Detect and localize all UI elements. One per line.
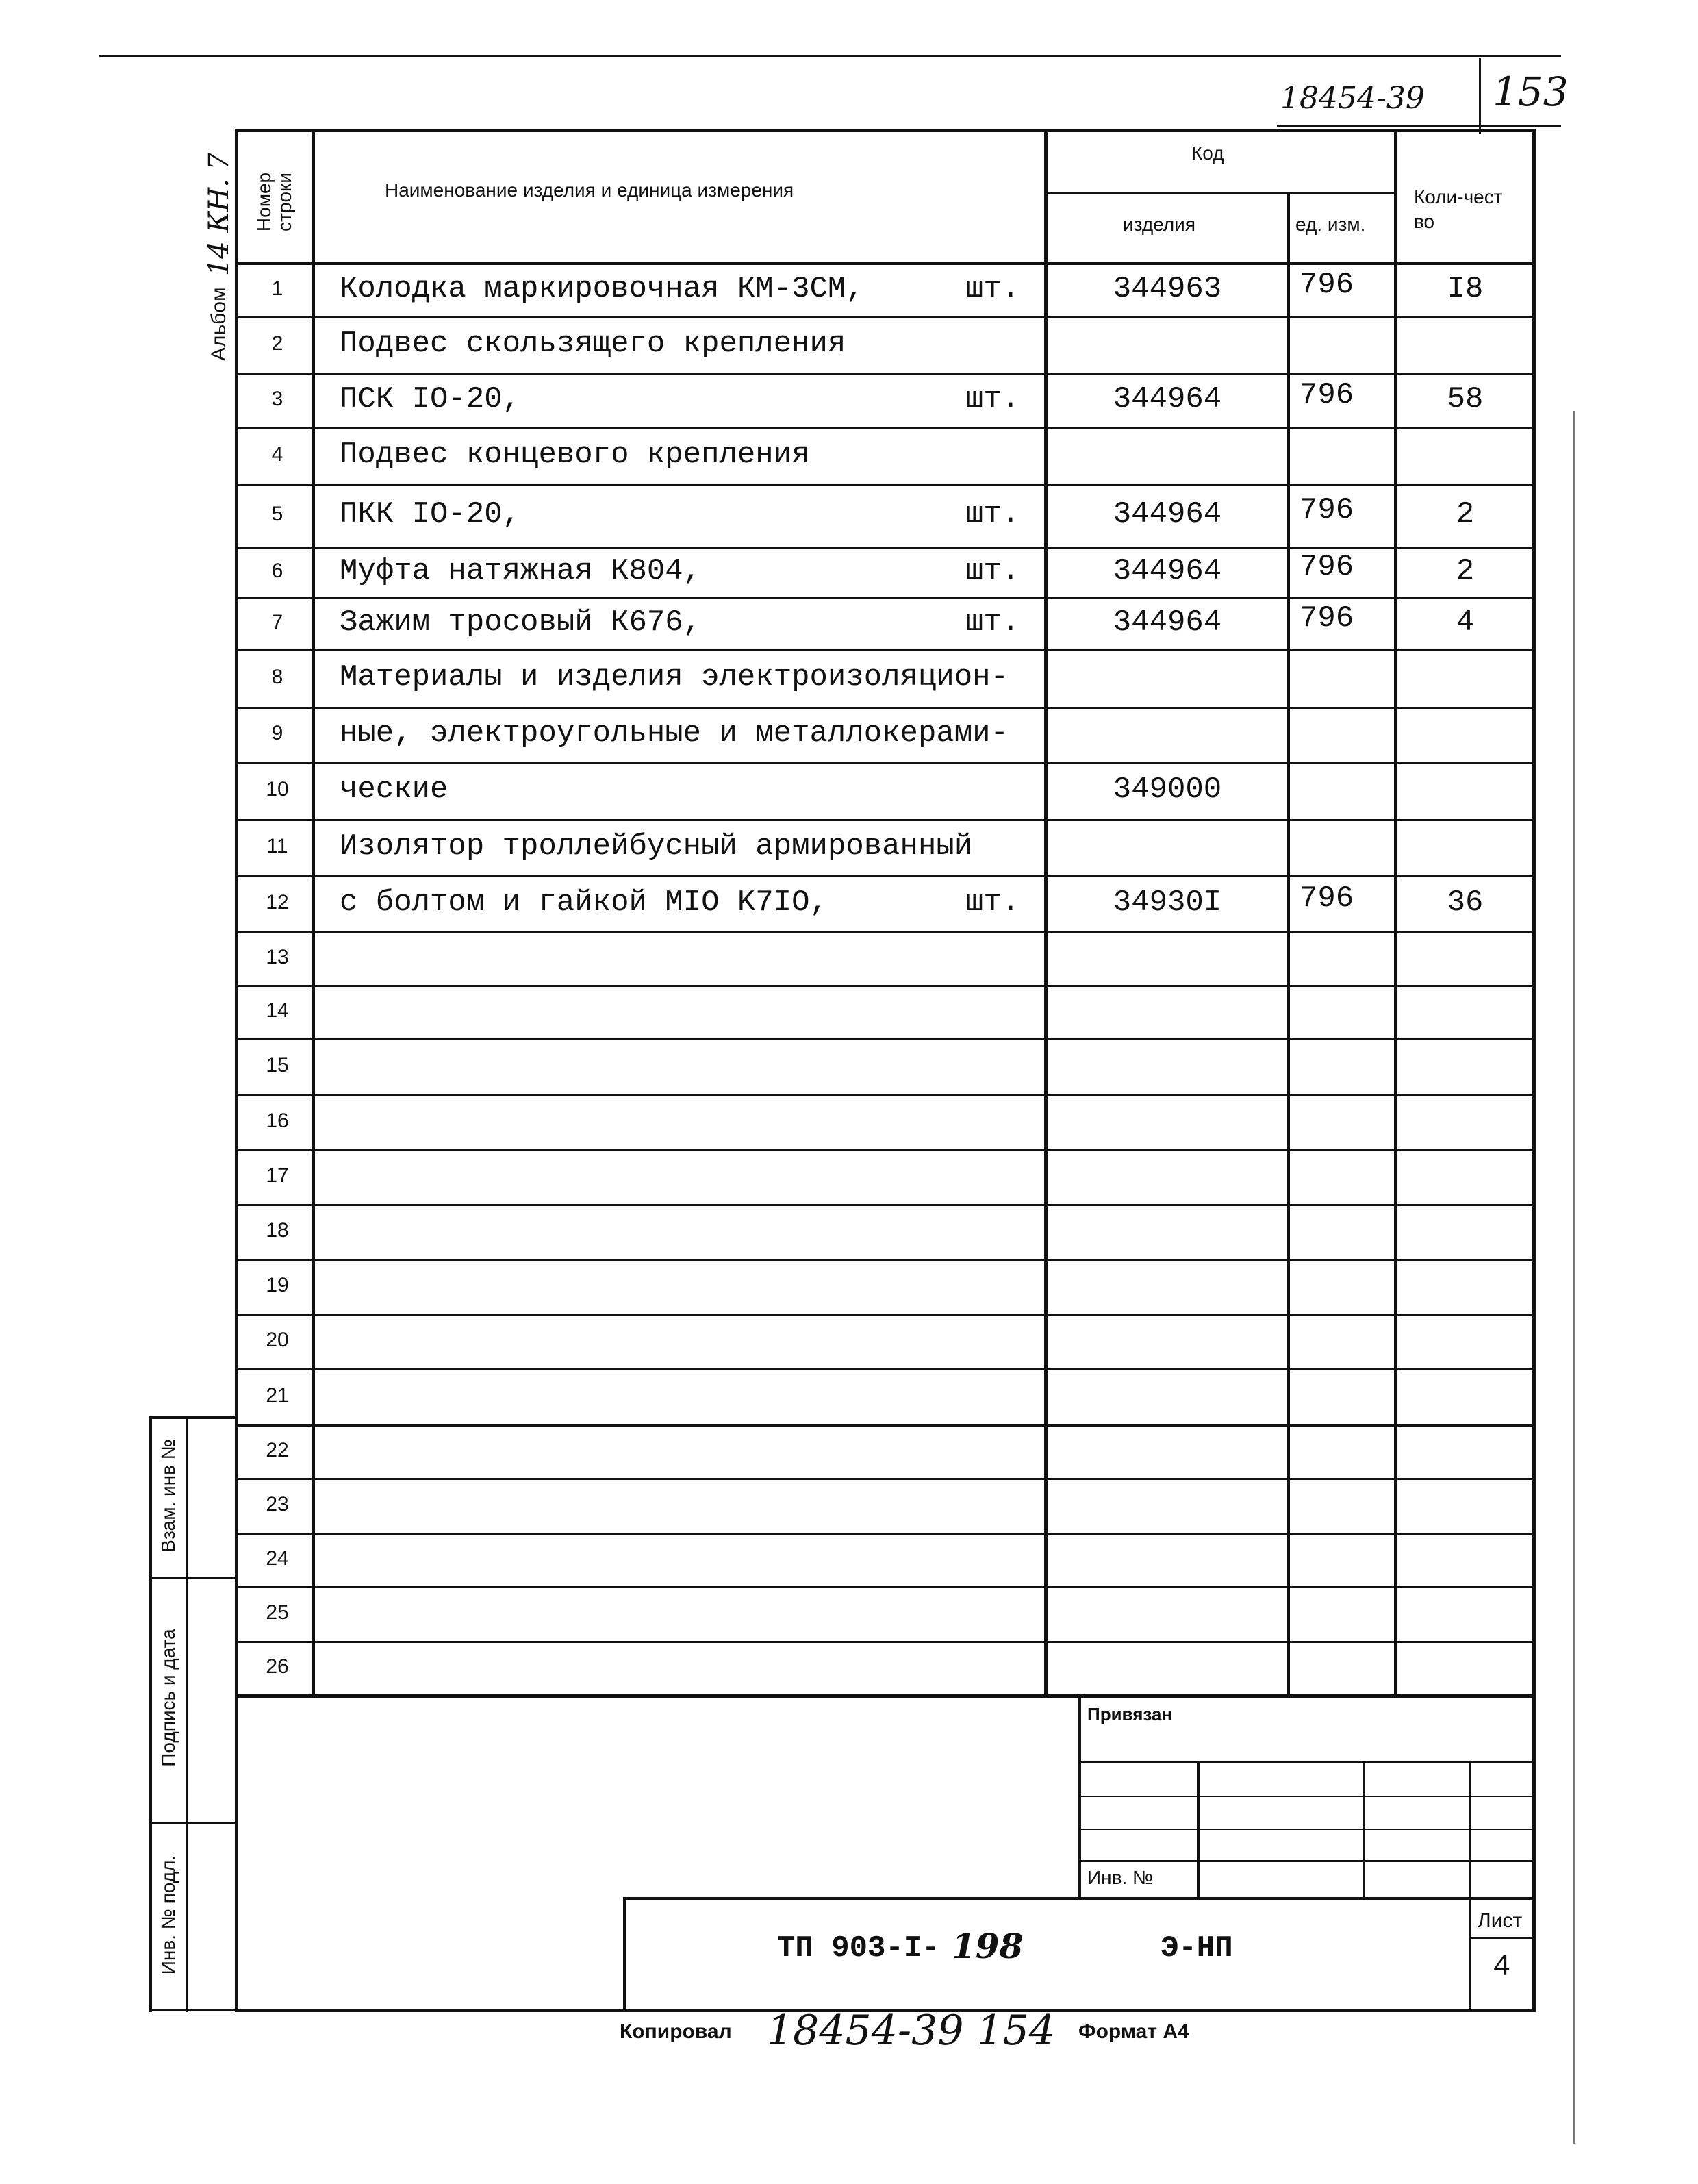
row-unit: шт. xyxy=(965,554,1020,588)
tb-privyazan-left xyxy=(1078,1694,1081,1900)
col-header-code: Код xyxy=(1191,142,1224,164)
row-number: 10 xyxy=(266,778,289,801)
row-name: с болтом и гайкой MIO K7IO, xyxy=(340,886,828,920)
tb-section: Э-НП xyxy=(1161,1931,1233,1966)
col-header-code-unit: ед. изм. xyxy=(1295,214,1366,235)
row-separator xyxy=(238,373,1532,375)
row-code: 344964 xyxy=(1113,605,1222,640)
row-unit: шт. xyxy=(965,497,1020,531)
header-bottom-rule xyxy=(235,262,1536,265)
tb-col-3 xyxy=(1469,1761,1471,2011)
row-separator xyxy=(238,1204,1532,1206)
row-name: Изолятор троллейбусный армированный xyxy=(340,829,973,864)
tb-sheet-rule xyxy=(1469,1937,1536,1939)
row-name: ные, электроугольные и металлокерами- xyxy=(340,716,1009,751)
table-frame-right xyxy=(1532,129,1536,2012)
side-stamp-div1 xyxy=(149,1577,237,1579)
top-right-rule xyxy=(1479,58,1481,134)
side-stamp-signature-date: Подпись и дата xyxy=(157,1629,179,1767)
row-code: 344964 xyxy=(1113,497,1222,531)
row-code: 344964 xyxy=(1113,554,1222,588)
col-header-name: Наименование изделия и единица измерения xyxy=(385,179,794,201)
row-name: ческие xyxy=(340,773,448,807)
row-separator xyxy=(238,1314,1532,1316)
footer-copied-handwritten: 18454-39 154 xyxy=(767,2007,1056,2055)
side-stamp-bottom xyxy=(149,2009,237,2011)
row-quantity: I8 xyxy=(1447,272,1484,306)
header-underline xyxy=(1277,125,1561,127)
footer-format-label: Формат А4 xyxy=(1078,2020,1189,2043)
row-unit: шт. xyxy=(965,272,1020,306)
row-number: 7 xyxy=(271,611,283,633)
row-number: 8 xyxy=(271,666,283,688)
row-number: 1 xyxy=(271,277,283,300)
tb-inv-no-label: Инв. № xyxy=(1087,1867,1154,1888)
side-stamp-left xyxy=(149,1416,152,2012)
row-code: 349000 xyxy=(1113,773,1222,807)
tb-row-rule-4 xyxy=(1078,1860,1536,1862)
row-name: Колодка маркировочная КМ-3СМ, xyxy=(340,272,864,306)
row-name: ПКК IO-20, xyxy=(340,497,521,531)
row-number: 14 xyxy=(266,999,289,1022)
col-sep-code xyxy=(1287,193,1290,1697)
code-subheader-rule xyxy=(1044,192,1396,194)
row-separator xyxy=(238,762,1532,764)
row-separator xyxy=(238,1094,1532,1096)
row-separator xyxy=(238,649,1532,651)
row-name: Зажим тросовый К676, xyxy=(340,605,702,640)
row-number: 18 xyxy=(266,1219,289,1242)
row-number: 3 xyxy=(271,388,283,410)
row-quantity: 4 xyxy=(1456,605,1475,640)
tb-privyazan-label: Привязан xyxy=(1087,1704,1173,1724)
top-rule xyxy=(99,55,1561,57)
col-sep-name xyxy=(1044,129,1048,1697)
row-unit-code: 796 xyxy=(1300,493,1354,527)
tb-row-rule-3 xyxy=(1078,1829,1536,1830)
row-unit-code: 796 xyxy=(1300,601,1354,636)
row-number: 24 xyxy=(266,1547,289,1570)
row-separator xyxy=(238,427,1532,429)
row-separator xyxy=(238,547,1532,549)
row-number: 19 xyxy=(266,1274,289,1296)
row-quantity: 58 xyxy=(1447,382,1484,416)
tb-doc-code-printed: ТП 903-I- xyxy=(777,1931,940,1966)
row-name: Муфта натяжная К804, xyxy=(340,554,702,588)
row-quantity: 2 xyxy=(1456,554,1475,588)
col-sep-unit xyxy=(1394,129,1397,1697)
row-number: 20 xyxy=(266,1329,289,1351)
col-header-code-item: изделия xyxy=(1123,214,1195,235)
tb-row-rule-1 xyxy=(1078,1761,1536,1763)
row-unit: шт. xyxy=(965,886,1020,920)
footer-copied-label: Копировал xyxy=(620,2020,732,2043)
row-number: 2 xyxy=(271,332,283,355)
row-unit-code: 796 xyxy=(1300,881,1354,916)
table-frame-left xyxy=(235,129,238,2012)
row-number: 25 xyxy=(266,1601,289,1624)
side-stamp-inner xyxy=(186,1416,188,2012)
tb-doc-code-handwritten: 198 xyxy=(952,1926,1024,1966)
row-code: 34930I xyxy=(1113,886,1222,920)
row-separator xyxy=(238,1038,1532,1040)
doc-number-handwritten: 18454-39 xyxy=(1280,81,1425,116)
row-number: 15 xyxy=(266,1054,289,1077)
row-quantity: 36 xyxy=(1447,886,1484,920)
album-handwritten: 14 КН. 7 xyxy=(203,152,235,277)
row-number: 9 xyxy=(271,722,283,744)
page-number-handwritten: 153 xyxy=(1493,68,1569,115)
row-separator xyxy=(238,875,1532,877)
tb-col-2 xyxy=(1363,1761,1365,1898)
row-number: 17 xyxy=(266,1164,289,1187)
col-header-quantity: Коли-чество xyxy=(1414,186,1503,232)
row-unit-code: 796 xyxy=(1300,378,1354,412)
row-separator xyxy=(238,1586,1532,1588)
tb-sheet-label: Лист xyxy=(1478,1909,1523,1932)
tb-sheet-number: 4 xyxy=(1493,1950,1511,1985)
col-sep-number xyxy=(312,129,315,1697)
row-number: 5 xyxy=(271,503,283,525)
row-unit-code: 796 xyxy=(1300,550,1354,584)
row-separator xyxy=(238,985,1532,987)
col-header-row-number: Номер строки xyxy=(253,172,295,232)
album-label: Альбом xyxy=(207,287,230,361)
row-number: 11 xyxy=(266,835,288,857)
side-stamp-top xyxy=(149,1416,237,1419)
row-separator xyxy=(238,819,1532,821)
tb-code-box-top xyxy=(623,1897,1536,1900)
row-separator xyxy=(238,707,1532,709)
row-separator xyxy=(238,1641,1532,1643)
side-stamp-vzam-inv: Взам. инв № xyxy=(157,1439,179,1553)
row-unit: шт. xyxy=(965,605,1020,640)
row-number: 16 xyxy=(266,1109,289,1132)
table-body-bottom-rule xyxy=(235,1694,1536,1698)
row-number: 4 xyxy=(271,443,283,466)
side-stamp-inv-podl: Инв. № подл. xyxy=(157,1855,179,1975)
row-separator xyxy=(238,931,1532,933)
row-unit-code: 796 xyxy=(1300,268,1354,302)
row-separator xyxy=(238,1478,1532,1480)
row-separator xyxy=(238,1424,1532,1427)
row-number: 13 xyxy=(266,946,289,968)
side-stamp-div2 xyxy=(149,1822,237,1824)
row-code: 344964 xyxy=(1113,382,1222,416)
row-code: 344963 xyxy=(1113,272,1222,306)
row-number: 26 xyxy=(266,1655,289,1678)
row-number: 12 xyxy=(266,891,289,914)
row-separator xyxy=(238,1368,1532,1370)
row-unit: шт. xyxy=(965,382,1020,416)
row-separator xyxy=(238,484,1532,486)
row-separator xyxy=(238,1149,1532,1151)
row-number: 22 xyxy=(266,1439,289,1461)
row-number: 23 xyxy=(266,1493,289,1516)
row-number: 21 xyxy=(266,1384,289,1407)
row-name: Материалы и изделия электроизоляцион- xyxy=(340,660,1009,694)
row-number: 6 xyxy=(271,560,283,582)
row-separator xyxy=(238,597,1532,599)
tb-col-1 xyxy=(1197,1761,1200,1898)
row-name: ПСК IO-20, xyxy=(340,382,521,416)
row-separator xyxy=(238,316,1532,318)
tb-row-rule-2 xyxy=(1078,1796,1536,1797)
tb-code-box-left xyxy=(623,1897,626,2012)
row-name: Подвес концевого крепления xyxy=(340,438,810,472)
row-name: Подвес скользящего крепления xyxy=(340,327,846,361)
row-separator xyxy=(238,1533,1532,1535)
row-quantity: 2 xyxy=(1456,497,1475,531)
table-frame-top xyxy=(235,129,1536,132)
row-separator xyxy=(238,1259,1532,1261)
right-edge-line xyxy=(1573,411,1575,2144)
